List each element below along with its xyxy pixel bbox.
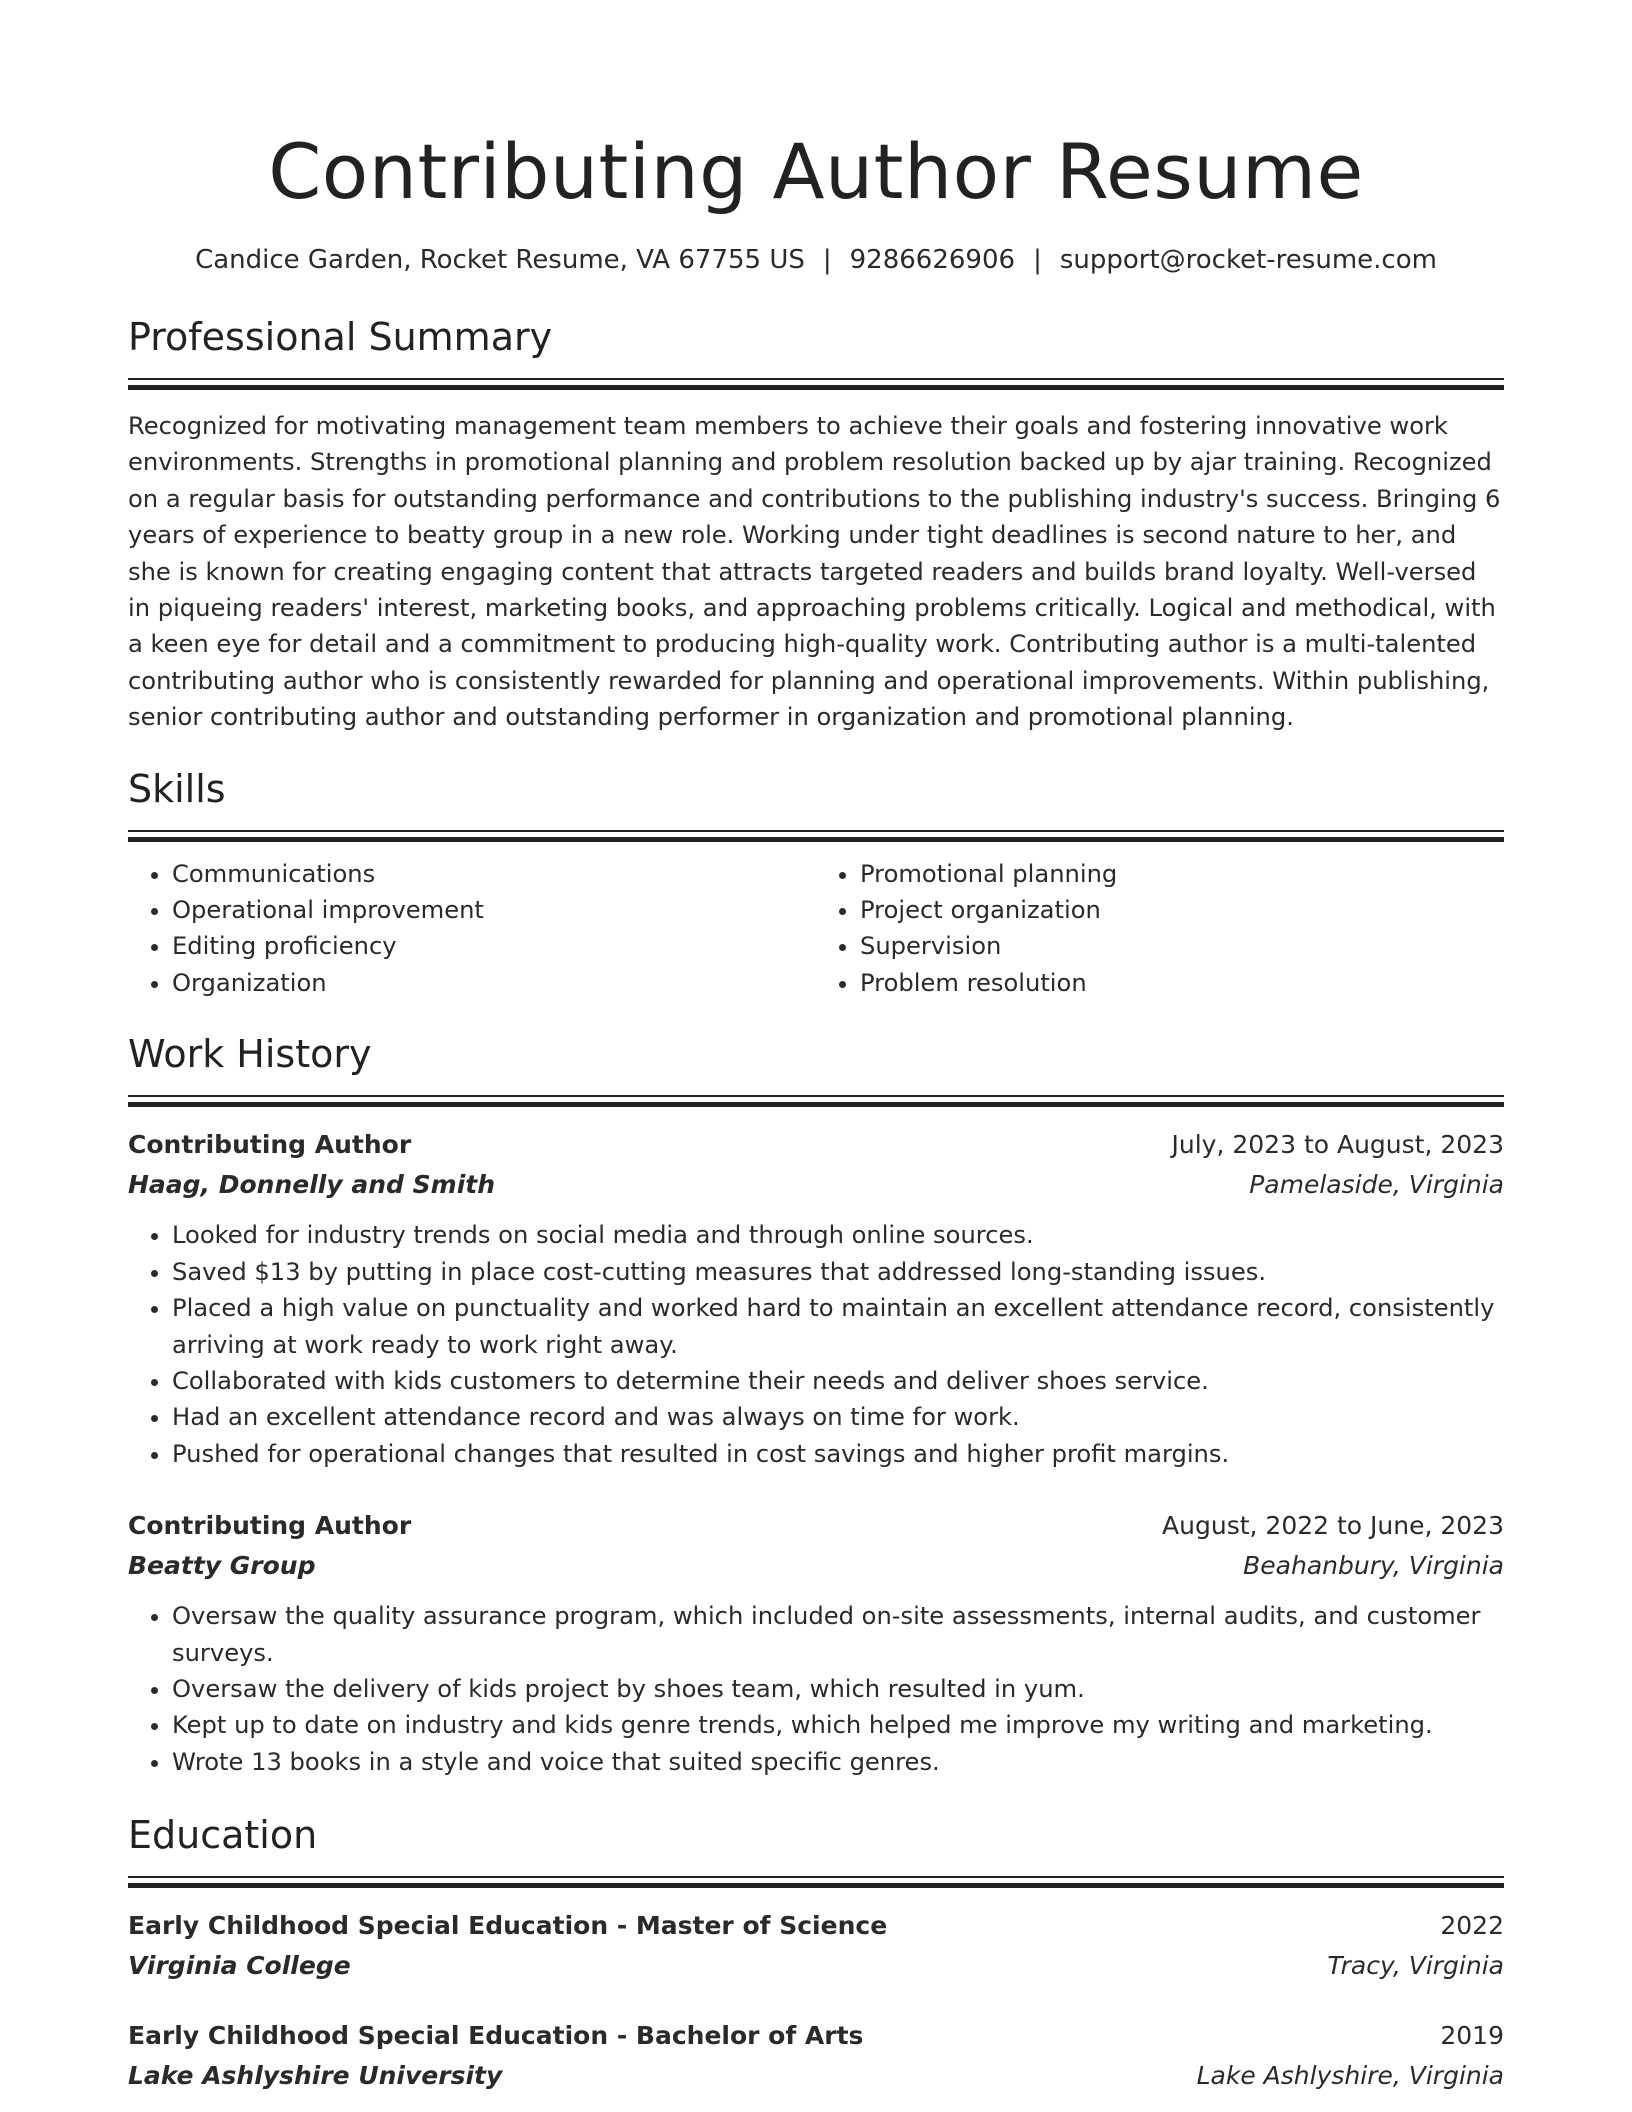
skill-item: • Communications <box>172 856 816 892</box>
resume-page <box>128 0 1504 2096</box>
work-section <box>128 1029 1504 1780</box>
skill-item: • Project organization <box>860 892 1504 928</box>
resume-title: Contributing Author Resume <box>268 127 1364 216</box>
section-divider <box>128 378 1504 390</box>
education-year: 2022 <box>1440 1911 1504 1941</box>
job-company: Beatty Group <box>128 1551 316 1581</box>
summary-heading: Professional Summary <box>128 315 553 359</box>
skill-item: • Organization <box>172 965 816 1001</box>
job-bullet: • Collaborated with kids customers to determine their needs and deliver shoes service. <box>172 1363 1504 1399</box>
contact-address: Candice Garden, Rocket Resume, VA 67755 US <box>195 245 805 275</box>
job-bullets <box>128 1598 1504 1780</box>
job-dates: August, 2022 to June, 2023 <box>1162 1511 1504 1541</box>
job-bullet: • Kept up to date on industry and kids genre trends, which helped me improve my writing and marketing. <box>172 1707 1504 1743</box>
skill-item: • Operational improvement <box>172 892 816 928</box>
job-bullet: • Had an excellent attendance record and was always on time for work. <box>172 1399 1504 1435</box>
education-entry <box>128 2016 1504 2096</box>
skill-item: • Editing proficiency <box>172 928 816 964</box>
education-location: Lake Ashlyshire, Virginia <box>1196 2061 1504 2091</box>
education-heading: Education <box>128 1813 318 1858</box>
summary-section <box>128 312 1504 736</box>
job-title: Contributing Author <box>128 1511 412 1541</box>
job-bullet: • Placed a high value on punctuality and worked hard to maintain an excellent attendance record, consistently arriving at work ready to work right away. <box>172 1290 1504 1363</box>
skill-item: • Promotional planning <box>860 856 1504 892</box>
education-section <box>128 1810 1504 2096</box>
job-entry <box>128 1506 1504 1780</box>
skills-section <box>128 764 1504 1002</box>
job-location: Beahanbury, Virginia <box>1243 1551 1504 1581</box>
job-bullet: • Looked for industry trends on social media and through online sources. <box>172 1217 1504 1253</box>
summary-text: Recognized for motivating management team members to achieve their goals and fostering innovative work environments. Strengths in promotional planning and problem resolution backed up by ajar training. Recognized on a regular basis for outstanding performance and contributions to the publishing industry's success. Bringing 6 years of experience to beatty group in a new role. Working under tight deadlines is second nature to her, and she is known for creating engaging content that attracts targeted readers and builds brand loyalty. Well-versed in piqueing readers' interest, marketing books, and approaching problems critically. Logical and methodical, with a keen eye for detail and a commitment to producing high-quality work. Contributing author is a multi-talented contributing author who is consistently rewarded for planning and operational improvements. Within publishing, senior contributing author and outstanding performer in organization and promotional planning. <box>128 412 1501 732</box>
job-bullet: • Saved $13 by putting in place cost-cutting measures that addressed long-standing issues. <box>172 1254 1504 1290</box>
section-divider <box>128 830 1504 842</box>
skills-heading: Skills <box>128 766 226 811</box>
job-company: Haag, Donnelly and Smith <box>128 1170 496 1200</box>
section-divider <box>128 1876 1504 1888</box>
skills-column-right <box>816 856 1504 1002</box>
education-school: Virginia College <box>128 1951 351 1981</box>
contact-separator: | <box>822 245 832 275</box>
section-divider <box>128 1095 1504 1107</box>
job-bullets <box>128 1217 1504 1472</box>
work-heading: Work History <box>128 1032 372 1077</box>
job-entry <box>128 1125 1504 1472</box>
job-bullet: • Oversaw the delivery of kids project by shoes team, which resulted in yum. <box>172 1671 1504 1707</box>
contact-separator: | <box>1033 245 1042 275</box>
job-bullet: • Oversaw the quality assurance program, which included on-site assessments, internal audits, and customer surveys. <box>172 1598 1504 1671</box>
education-entry <box>128 1906 1504 1986</box>
education-degree: Early Childhood Special Education - Bachelor of Arts <box>128 2021 864 2051</box>
skills-list <box>128 856 1504 1002</box>
contact-line <box>128 242 1504 278</box>
job-bullet: • Pushed for operational changes that resulted in cost savings and higher profit margins. <box>172 1436 1504 1472</box>
education-school: Lake Ashlyshire University <box>128 2061 503 2091</box>
education-location: Tracy, Virginia <box>1327 1951 1504 1981</box>
skills-column-left <box>128 856 816 1002</box>
education-degree: Early Childhood Special Education - Master of Science <box>128 1911 888 1941</box>
job-location: Pamelaside, Virginia <box>1249 1170 1504 1200</box>
job-bullet: • Wrote 13 books in a style and voice that suited specific genres. <box>172 1744 1504 1780</box>
contact-phone: 9286626906 <box>849 245 1016 275</box>
job-dates: July, 2023 to August, 2023 <box>1171 1130 1504 1160</box>
skill-item: • Supervision <box>860 928 1504 964</box>
job-title: Contributing Author <box>128 1130 412 1160</box>
contact-email: support@rocket-resume.com <box>1059 245 1437 275</box>
education-year: 2019 <box>1440 2021 1504 2051</box>
skill-item: • Problem resolution <box>860 965 1504 1001</box>
